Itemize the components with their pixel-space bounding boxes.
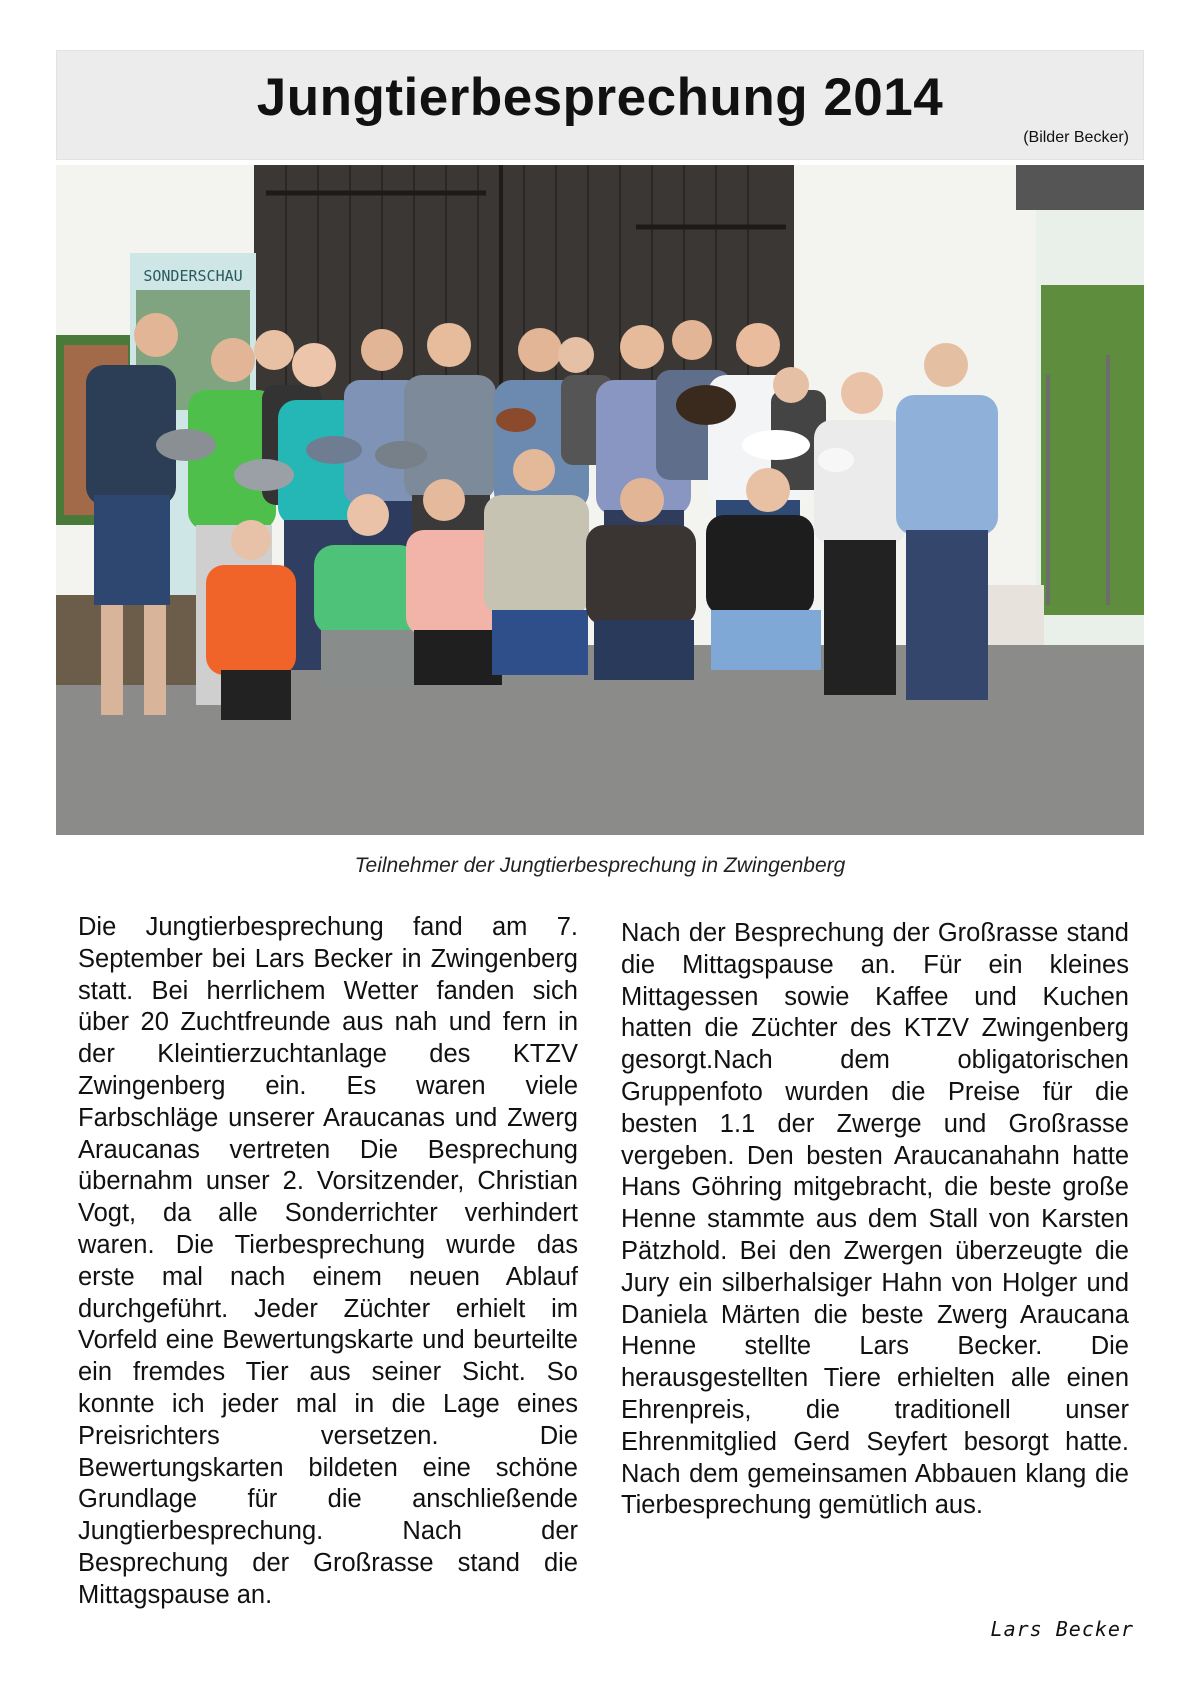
photo-caption: Teilnehmer der Jungtierbesprechung in Zwingenberg <box>354 854 846 877</box>
article-right-column: Nach der Besprechung der Großrasse stand die Mittagspause an. Für ein kleines Mittagessen sowie Kaffee und Kuchen hatten die Züchter des KTZV Zwingenberg gesorgt.Nach dem obligatorischen Gruppenfoto wurden die Preise für die besten 1.1 der Zwerge und Großrasse vergeben. Den besten Araucanahahn hatte Hans Göhring mitgebracht, die beste große Henne stammte aus dem Stall von Karsten Pätzhold. Bei den Zwergen überzeugte die Jury ein silberhalsiger Hahn von Holger und Daniela Märten die beste Zwerg Araucana Henne stellte Lars Becker. Die herausgestellten Tiere erhielten alle einen Ehrenpreis, die traditionell unser Ehrenmitglied Gerd Seyfert besorgt hatte. Nach dem gemeinsamen Abbauen klang die Tierbesprechung gemütlich aus. <box>621 919 1129 1520</box>
group-photo <box>56 165 1144 835</box>
photo-credit: (Bilder Becker) <box>1023 129 1129 146</box>
page-title: Jungtierbesprechung 2014 <box>256 68 944 127</box>
banner-text: SONDERSCHAU <box>143 267 243 285</box>
group-photo-illustration <box>56 165 1144 835</box>
title-bar <box>56 50 1144 160</box>
author-signature: Lars Becker <box>990 1617 1134 1641</box>
article-left-column: Die Jungtierbesprechung fand am 7. September bei Lars Becker in Zwingenberg statt. Bei herrlichem Wetter fanden sich über 20 Zuchtfreunde aus nah und fern in der Kleintierzuchtanlage des KTZV Zwingenberg ein. Es waren viele Farbschläge unserer Araucanas und Zwerg Araucanas vertreten Die Besprechung übernahm unser 2. Vorsitzender, Christian Vogt, da alle Sonderrichter verhindert waren. Die Tierbesprechung wurde das erste mal nach einem neuen Ablauf durchgeführt. Jeder Züchter erhielt im Vorfeld eine Bewertungskarte und beurteilte ein fremdes Tier aus seiner Sicht. So konnte ich jeder mal in die Lage eines Preisrichters versetzen. Die Bewertungskarten bildeten eine schöne Grundlage für die anschließende Jungtierbesprechung. Nach der Besprechung der Großrasse stand die Mittagspause an. <box>78 913 578 1609</box>
